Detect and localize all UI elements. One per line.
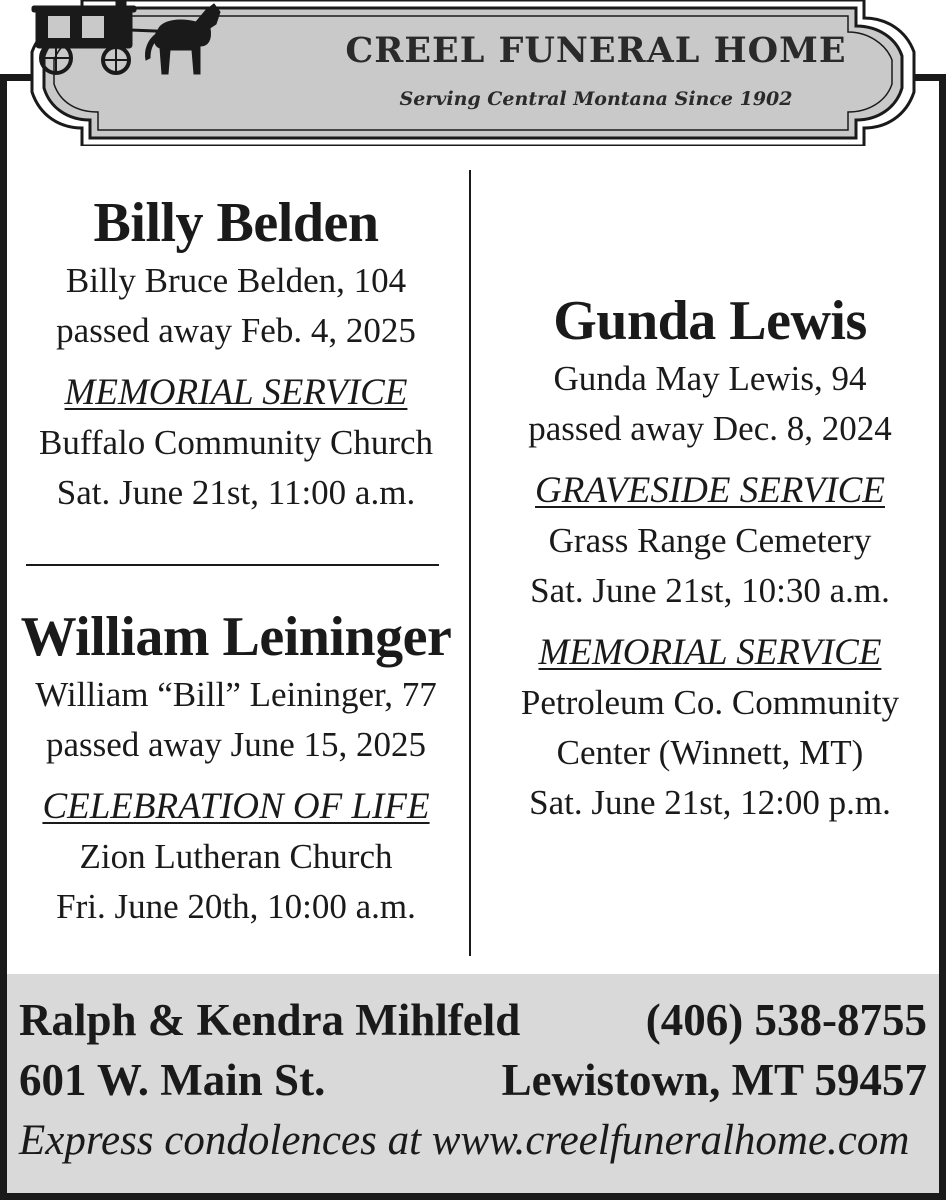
funeral-home-name: CREEL FUNERAL HOME <box>345 30 847 71</box>
column-divider <box>469 170 471 956</box>
decedent-passed-date: passed away Feb. 4, 2025 <box>56 311 416 350</box>
decedent-name: William Leininger <box>20 606 452 668</box>
phone-number[interactable]: (406) 538-8755 <box>645 995 927 1045</box>
service-datetime: Sat. June 21st, 12:00 p.m. <box>529 783 891 822</box>
street-address: 601 W. Main St. <box>19 1055 326 1105</box>
header-banner <box>30 0 916 146</box>
owners-name: Ralph & Kendra Mihlfeld <box>19 995 521 1045</box>
decedent-full-name-age: Billy Bruce Belden, 104 <box>65 261 407 300</box>
obituary-william-leininger <box>10 604 462 932</box>
service-type: CELEBRATION OF LIFE <box>42 786 430 827</box>
service-datetime: Sat. June 21st, 10:30 a.m. <box>530 571 890 610</box>
condolences-link[interactable]: Express condolences at www.creelfuneralhome.com <box>19 1117 910 1164</box>
service-location: Center (Winnett, MT) <box>556 733 864 772</box>
decedent-full-name-age: William “Bill” Leininger, 77 <box>35 675 437 714</box>
service-datetime: Sat. June 21st, 11:00 a.m. <box>56 473 416 512</box>
decedent-passed-date: passed away Dec. 8, 2024 <box>528 409 892 448</box>
obituary-gunda-lewis <box>478 288 942 828</box>
obituary-billy-belden <box>10 190 462 518</box>
service-location: Grass Range Cemetery <box>548 521 872 560</box>
decedent-full-name-age: Gunda May Lewis, 94 <box>553 359 867 398</box>
service-type: MEMORIAL SERVICE <box>538 632 882 673</box>
city-state-zip: Lewistown, MT 59457 <box>501 1055 927 1105</box>
decedent-name: Billy Belden <box>93 192 379 254</box>
obituary-separator <box>26 564 439 566</box>
horse-drawn-hearse-icon <box>30 0 230 82</box>
service-type: GRAVESIDE SERVICE <box>535 470 885 511</box>
service-location: Buffalo Community Church <box>38 423 434 462</box>
funeral-home-tagline: Serving Central Montana Since 1902 <box>399 88 793 110</box>
decedent-passed-date: passed away June 15, 2025 <box>45 725 427 764</box>
contact-footer <box>7 974 939 1193</box>
service-type: MEMORIAL SERVICE <box>64 372 408 413</box>
service-location: Zion Lutheran Church <box>79 837 393 876</box>
decedent-name: Gunda Lewis <box>553 290 867 352</box>
service-location: Petroleum Co. Community <box>520 683 900 722</box>
service-datetime: Fri. June 20th, 10:00 a.m. <box>56 887 416 926</box>
